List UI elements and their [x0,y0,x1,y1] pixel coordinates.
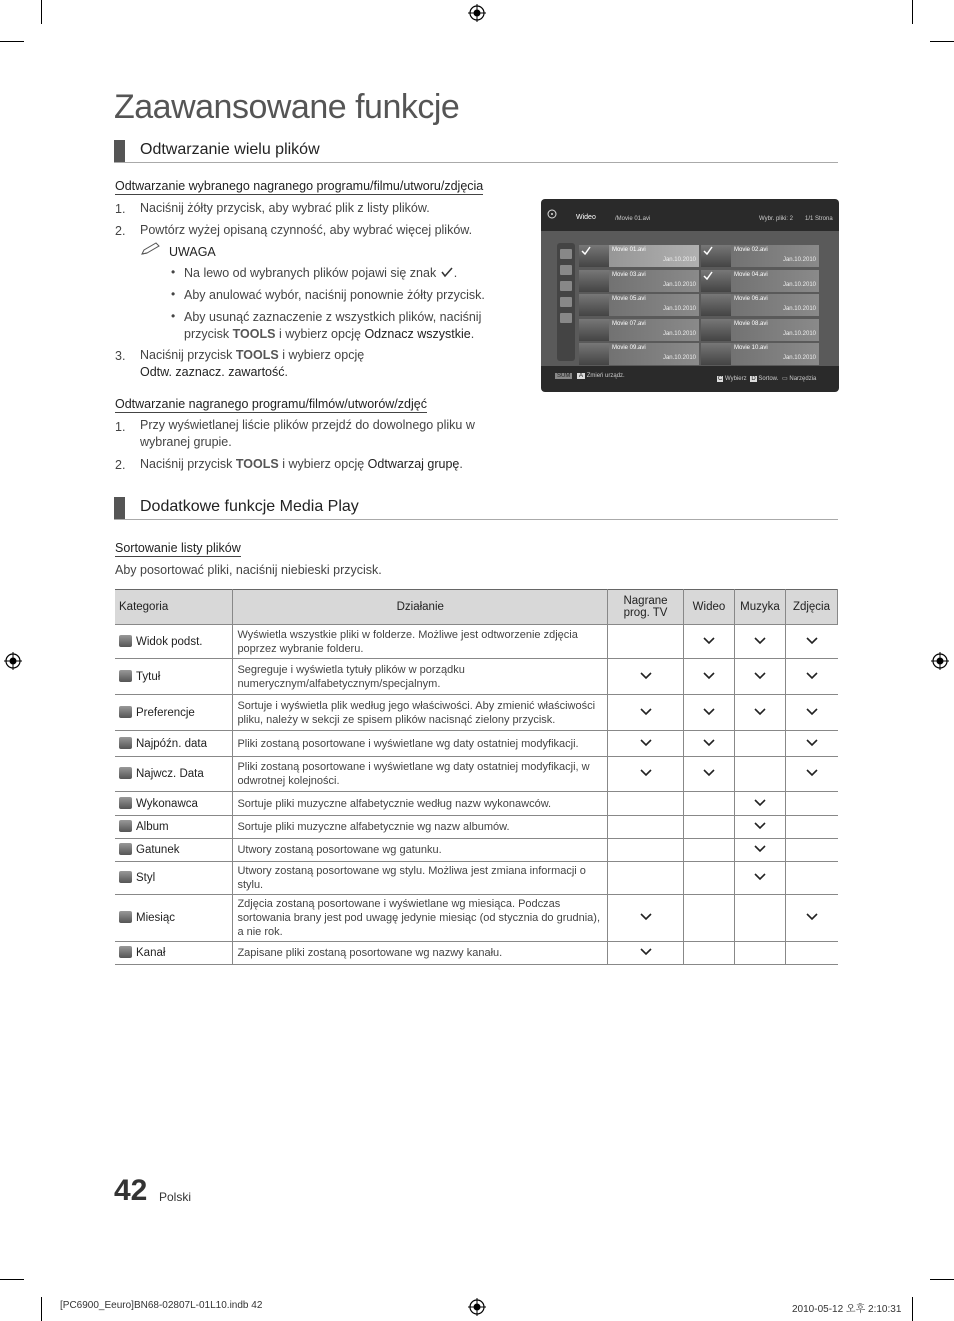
tv-cell [608,757,684,792]
tv-cell [608,942,684,965]
video-cell [684,792,735,816]
tv-screen-image [541,199,839,392]
music-cell [734,816,785,839]
tv-file-date: Jan.10.2010 [662,330,696,337]
tv-file-thumbnail [579,319,609,341]
table-row [115,792,838,816]
music-cell [734,695,785,731]
category-name: Kanał [136,947,166,959]
music-cell [734,839,785,862]
table-row [115,625,838,659]
category-cell [115,895,233,942]
tv-key-a: A [579,373,584,379]
tv-category: Wideo [576,214,596,221]
sort-category-icon [119,706,132,718]
table-row [115,942,838,965]
sort-category-icon [119,635,132,647]
checkmark-icon [639,668,653,682]
checkmark-icon [805,668,819,682]
sort-category-icon [119,737,132,749]
tv-file-tile [701,294,819,316]
tv-file-name: Movie 03.avi [612,271,646,278]
photo-cell [785,625,837,659]
header-tv-line: Nagrane [623,595,668,607]
category-name: Album [136,821,169,833]
header-photo: Zdjęcia [785,590,837,625]
tv-page: 1/1 Strona [805,216,833,222]
sort-category-icon [119,843,132,855]
checkmark-icon [805,735,819,749]
tv-file-thumbnail [701,343,731,365]
checkmark-icon [440,266,454,278]
category-name: Tytuł [136,670,161,683]
tv-file-name: Movie 10.avi [734,345,768,351]
photo-cell [785,792,837,816]
heading-bar [114,497,125,519]
note-item: Aby usunąć zaznaczenie z wszystkich plików, naciśnij przycisk TOOLS i wybierz opcję Odznacz wszystkie. [184,310,482,341]
category-cell [115,816,233,839]
checkmark-icon [805,704,819,718]
action-description: Utwory zostaną posortowane wg gatunku. [233,839,608,862]
tv-sort-icon [560,265,572,275]
tv-file-date: Jan.10.2010 [662,306,696,312]
checkmark-icon [639,944,653,958]
table-row [115,862,838,895]
header-tv-line: prog. TV [623,607,668,619]
category-cell [115,695,233,731]
film-reel-icon [547,209,557,219]
section-heading [114,140,838,163]
tv-file-thumbnail [701,319,731,341]
step-number: 1. [115,420,126,434]
sort-category-icon [119,911,132,923]
category-cell [115,757,233,792]
tv-file-thumbnail [579,343,609,365]
category-cell [115,659,233,695]
sort-category-icon [119,670,132,682]
tools-keyword: TOOLS [232,327,276,341]
table-row [115,659,838,695]
header-video: Wideo [684,590,735,625]
register-mark-icon [931,652,949,670]
register-mark-icon [468,1298,486,1316]
tv-cell [608,625,684,659]
table-row [115,731,838,757]
tv-file-tile [579,294,699,316]
tv-file-tile [579,343,699,365]
music-cell [734,731,785,757]
sort-category-icon [119,820,132,832]
checkmark-icon [702,668,716,682]
tv-sort-icon [560,281,572,291]
tv-cell [608,659,684,695]
video-cell [684,862,735,895]
music-cell [734,862,785,895]
category-cell [115,862,233,895]
checkmark-icon [639,765,653,779]
tv-tools: Narzędzia [789,376,817,382]
crop-mark [930,41,954,42]
sort-category-icon [119,767,132,779]
note-item: Na lewo od wybranych plików pojawi się znak . [184,266,458,280]
tools-keyword: TOOLS [235,348,279,362]
checkmark-icon [703,271,713,280]
category-name: Styl [136,872,156,884]
tv-bottom-right [717,375,816,382]
checkmark-icon [753,869,767,883]
action-description: Pliki zostaną posortowane i wyświetlane wg daty ostatniej modyfikacji. [233,731,608,757]
checkmark-icon [753,633,767,647]
photo-cell [785,659,837,695]
tv-file-date: Jan.10.2010 [782,355,816,361]
table-row [115,816,838,839]
photo-cell [785,839,837,862]
step-text: Naciśnij przycisk TOOLS i wybierz opcję Odtwarzaj grupę. [140,457,463,471]
step-text: Powtórz wyżej opisaną czynność, aby wybrać więcej plików. [140,223,473,237]
footer-file: [PC6900_Eeuro]BN68-02807L-01L10.indb 42 [60,1300,263,1311]
note-text: i wybierz opcję [278,327,361,341]
table-row [115,695,838,731]
checkmark-icon [639,704,653,718]
action-description: Sortuje pliki muzyczne alfabetycznie według nazw wykonawców. [233,792,608,816]
tv-file-name: Movie 06.avi [734,296,768,302]
subsection-title: Odtwarzanie wybranego nagranego programu/filmu/utworu/zdjęcia [115,179,484,193]
tv-file-tile [701,270,819,292]
action-description: Segreguje i wyświetla tytuły plików w porządku numerycznym/alfabetycznym/specjalnym. [233,659,608,695]
checkmark-icon [703,246,713,255]
category-cell [115,731,233,757]
video-cell [684,895,735,942]
crop-mark [41,0,42,24]
action-description: Zapisane pliki zostaną posortowane wg nazwy kanału. [233,942,608,965]
table-row [115,839,838,862]
tv-file-name: Movie 09.avi [612,345,646,351]
checkmark-icon [639,909,653,923]
bullet: • [171,287,176,301]
crop-mark [912,1297,913,1321]
step-text-part: i wybierz opcję [282,348,365,362]
register-mark-icon [468,4,486,22]
checkmark-icon [805,633,819,647]
note-text: Na lewo od wybranych plików pojawi się znak [184,266,437,280]
note-text: Aby usunąć zaznaczenie z wszystkich plików, naciśnij [184,310,482,324]
photo-cell [785,731,837,757]
tv-file-tile [579,270,699,292]
sort-category-icon [119,797,132,809]
tv-file-tile [579,319,699,341]
tv-file-date: Jan.10.2010 [662,281,696,288]
tv-select: Wybierz [725,376,747,382]
action-description: Sortuje pliki muzyczne alfabetycznie wg nazw albumów. [233,816,608,839]
action-description: Sortuje i wyświetla plik według jego właściwości. Aby zmienić właściwości pliku, należy w sekcji ze spisem plików nacisnąć zielony przycisk. [233,695,608,731]
option-name: Odznacz wszystkie [364,327,471,341]
footer-date: 2010-05-12 오후 2:10:31 [792,1304,902,1315]
pencil-note-icon [140,242,162,256]
header-action: Działanie [233,590,608,625]
tv-file-thumbnail [701,294,731,316]
tv-cell [608,839,684,862]
tv-file-date: Jan.10.2010 [782,306,816,312]
section-heading-text: Dodatkowe funkcje Media Play [140,498,359,515]
crop-mark [0,41,24,42]
step-number: 2. [115,224,126,238]
page-number: 42 [114,1174,148,1207]
music-cell [734,757,785,792]
category-cell [115,625,233,659]
tools-keyword: TOOLS [235,457,279,471]
crop-mark [41,1297,42,1321]
option-name: Odtwarzaj grupę [367,457,460,471]
tv-tools-icon: ▭ [782,376,788,382]
step-text-part: i wybierz opcję [282,457,365,471]
tv-file-name: Movie 05.avi [612,296,646,302]
tv-sum-label: SUM [557,373,571,379]
photo-cell [785,757,837,792]
category-cell [115,792,233,816]
video-cell [684,731,735,757]
step-text-part: wybranej grupie. [140,435,232,449]
action-description: Utwory zostaną posortowane wg stylu. Możliwa jest zmiana informacji o stylu. [233,862,608,895]
tv-sort-icon [560,313,572,323]
header-music: Muzyka [734,590,785,625]
music-cell [734,895,785,942]
photo-cell [785,862,837,895]
subsection-title: Sortowanie listy plików [115,541,241,555]
step-text-part: Przy wyświetlanej liście plików przejdź do dowolnego pliku w [140,418,475,432]
crop-mark [0,1279,24,1280]
tv-file-date: Jan.10.2010 [662,355,696,361]
tv-sidebar [557,243,575,361]
tv-key-c: C [718,376,723,382]
tv-file-tile [701,343,819,365]
step-text-part: Naciśnij przycisk [140,348,233,362]
music-cell [734,942,785,965]
sort-table [115,589,838,965]
header-tv [608,590,684,625]
category-cell [115,839,233,862]
video-cell [684,695,735,731]
checkmark-icon [702,765,716,779]
step-text: Naciśnij przycisk TOOLS i wybierz opcję Odtw. zaznacz. zawartość. [140,348,365,379]
note-label: UWAGA [169,245,216,259]
tv-file-name: Movie 01.avi [612,247,646,253]
tv-key-d: D [751,376,756,382]
tv-file-thumbnail [579,270,609,292]
tv-file-name: Movie 02.avi [734,247,768,253]
category-name: Gatunek [136,844,180,856]
tv-cell [608,862,684,895]
tv-file-name: Movie 04.avi [734,271,768,278]
tv-sort-icon [560,249,572,259]
tv-sort: Sortow. [758,376,779,382]
tv-file-name: Movie 08.avi [734,320,768,327]
table-header-row [115,590,838,625]
section-heading-text: Odtwarzanie wielu plików [140,141,320,158]
sort-category-icon [119,946,132,958]
step-number: 3. [115,349,126,363]
photo-cell [785,695,837,731]
option-name: Odtw. zaznacz. zawartość [140,365,285,379]
crop-mark [930,1279,954,1280]
tv-selected-count: Wybr. pliki: 2 [759,216,793,222]
page-title: Zaawansowane funkcje [114,88,460,126]
checkmark-icon [639,735,653,749]
music-cell [734,659,785,695]
checkmark-icon [753,818,767,832]
table-row [115,757,838,792]
section-heading [114,497,838,520]
tv-file-date: Jan.10.2010 [782,281,816,288]
checkmark-icon [753,795,767,809]
tv-cell [608,816,684,839]
video-cell [684,942,735,965]
photo-cell [785,816,837,839]
photo-cell [785,895,837,942]
tv-cell [608,695,684,731]
note-text: Aby anulować wybór, naciśnij ponownie żółty przycisk. [184,288,485,302]
step-number: 1. [115,202,126,216]
checkmark-icon [805,765,819,779]
tv-change-device: Zmień urządz. [586,373,625,379]
tv-cell [608,731,684,757]
music-cell [734,625,785,659]
step-text: Naciśnij żółty przycisk, aby wybrać plik z listy plików. [140,201,430,215]
tv-file-date: Jan.10.2010 [782,330,816,337]
category-cell [115,942,233,965]
photo-cell [785,942,837,965]
video-cell [684,816,735,839]
category-name: Najpóźn. data [136,737,207,750]
crop-mark [912,0,913,24]
language-label: Polski [159,1190,192,1204]
category-name: Preferencje [136,706,195,719]
checkmark-icon [805,909,819,923]
category-name: Miesiąc [136,912,175,924]
tv-cell [608,895,684,942]
note-text: przycisk [184,327,230,341]
video-cell [684,839,735,862]
subsection-title: Odtwarzanie nagranego programu/filmów/utworów/zdjęć [115,397,427,411]
video-cell [684,757,735,792]
tv-file-date: Jan.10.2010 [782,257,816,263]
tv-cell [608,792,684,816]
video-cell [684,625,735,659]
table-row [115,895,838,942]
action-description: Pliki zostaną posortowane i wyświetlane wg daty ostatniej modyfikacji, w odwrotnej kolejności. [233,757,608,792]
checkmark-icon [753,704,767,718]
category-name: Najwcz. Data [136,768,204,780]
video-cell [684,659,735,695]
checkmark-icon [702,633,716,647]
heading-bar [114,140,125,162]
action-description: Wyświetla wszystkie pliki w folderze. Możliwe jest odtworzenie zdjęcia poprzez wybranie folderu. [233,625,608,659]
bullet: • [171,309,176,323]
checkmark-icon [753,668,767,682]
category-name: Wykonawca [136,797,198,810]
tv-file-tile [579,245,699,267]
tv-bottom-left [555,373,625,379]
tv-file-thumbnail [579,294,609,316]
checkmark-icon [581,246,591,255]
step-number: 2. [115,458,126,472]
music-cell [734,792,785,816]
header-category: Kategoria [115,590,233,625]
checkmark-icon [702,735,716,749]
intro-text: Aby posortować pliki, naciśnij niebieski przycisk. [115,563,382,577]
step-text [140,417,475,451]
tv-file-name: Movie 07.avi [612,320,646,327]
category-name: Widok podst. [136,635,203,648]
tv-file-date: Jan.10.2010 [662,257,696,263]
tv-file-tile [701,319,819,341]
checkmark-icon [702,704,716,718]
register-mark-icon [4,652,22,670]
tv-sort-icon [560,297,572,307]
action-description: Zdjęcia zostaną posortowane i wyświetlane wg miesiąca. Podczas sortowania brany jest pod uwagę jedynie miesiąc (od stycznia do grudnia), a nie rok. [233,895,608,942]
bullet: • [171,265,176,279]
tv-file-tile [701,245,819,267]
checkmark-icon [753,841,767,855]
step-text-part: Naciśnij przycisk [140,457,233,471]
sort-category-icon [119,871,132,883]
tv-path: /Movie 01.avi [615,216,651,222]
